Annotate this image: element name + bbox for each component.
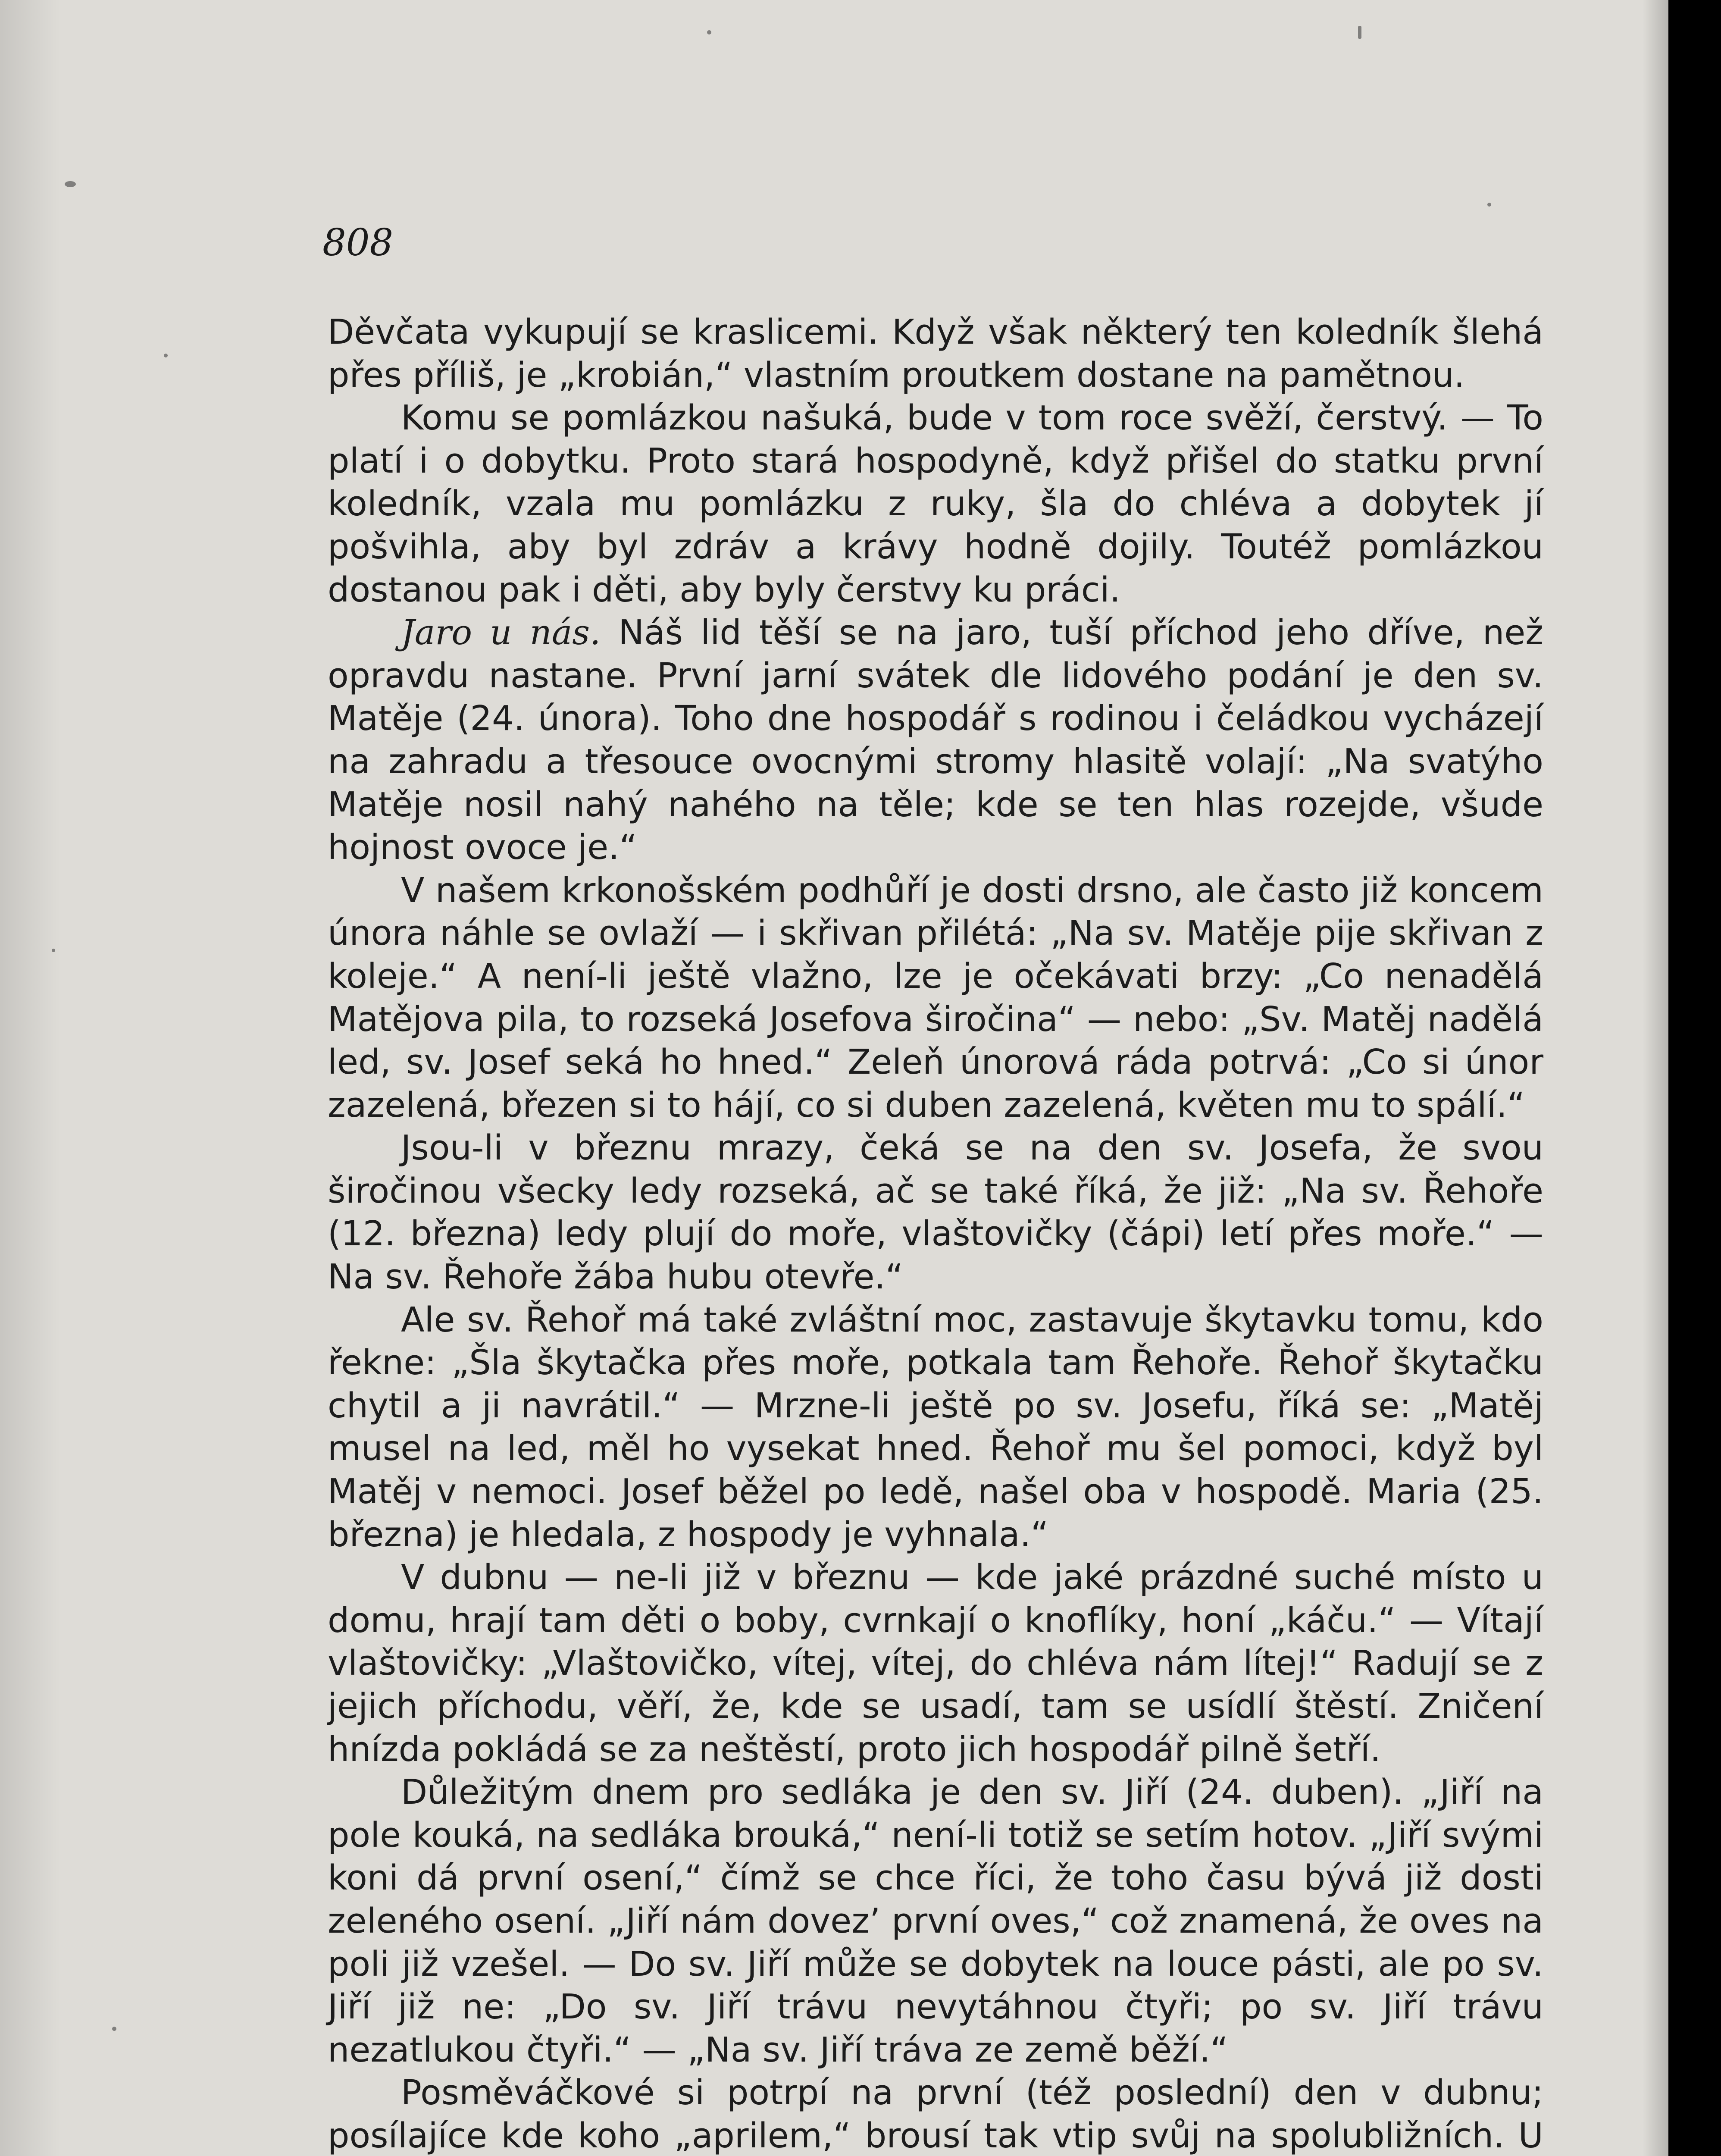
paragraph: V dubnu — ne-li již v březnu — kde jaké prázdné suché místo u domu, hrají tam děti o boby, cvrnkají o knoflíky, honí „káču.“ — Vítají vlaštovičky: „Vlaštovičko, vítej, vítej, do chléva nám lítej!“ Radují se z jejich příchodu, věří, že, kde se usadí, tam se usídlí štěstí. Zničení hnízda pokládá se za neštěstí, proto jich hospodář pilně šetří. (328, 1557, 1543, 1769)
scan-speck (164, 354, 168, 357)
paragraph: Komu se pomlázkou našuká, bude v tom roce svěží, čerstvý. — To platí i o dobytku. Proto stará hospodyně, když přišel do statku první koledník, vzala mu pomlázku z ruky, šla do chléva a dobytek jí pošvihla, aby byl zdráv a krávy hodně dojily. Toutéž pomlázkou dostanou pak i děti, aby byly čerstvy ku práci. (328, 398, 1543, 610)
paragraph (328, 611, 1543, 869)
body-text (328, 310, 1543, 2156)
binding-shadow (0, 0, 60, 2156)
scan-speck (1487, 203, 1491, 207)
scan-speck (1358, 26, 1361, 39)
section-heading-inline: Jaro u nás. (401, 612, 601, 653)
paragraph: V našem krkonošském podhůří je dosti drsno, ale často již koncem února náhle se ovlaží — i skřivan přilétá: „Na sv. Matěje pije skřivan z koleje.“ A není-li ještě vlažno, lze je očekávati brzy: „Co nenadělá Matějova pila, to rozseká Josefova širočina“ — nebo: „Sv. Matěj nadělá led, sv. Josef seká ho hned.“ Zeleň únorová ráda potrvá: „Co si únor zazelená, březen si to hájí, co si duben zazelená, květen mu to spálí.“ (328, 870, 1543, 1125)
paragraph: Děvčata vykupují se kraslicemi. Když však některý ten koledník šlehá přes příliš, je „krobián,“ vlastním proutkem dostane na pamětnou. (328, 312, 1543, 395)
scan-speck (52, 949, 55, 952)
paragraph: Posměváčkové si potrpí na první (též poslední) den v dubnu; posílajíce kde koho „aprilem,“ brousí tak vtip svůj na spolubližních. U (328, 2072, 1543, 2156)
page-edge-shadow (1643, 0, 1668, 2156)
scan-speck (707, 30, 711, 34)
paragraph: Jsou-li v březnu mrazy, čeká se na den sv. Josefa, že svou širočinou všecky ledy rozseká, ač se také říká, že již: „Na sv. Řehoře (12. března) ledy plují do moře, vlaštovičky (čápi) letí přes moře.“ — Na sv. Řehoře žába hubu otevře.“ (328, 1128, 1543, 1297)
scan-speck (65, 181, 76, 187)
scan-speck (112, 2027, 116, 2031)
page-number: 808 (322, 221, 394, 264)
paragraph-text: Náš lid těší se na jaro, tuší příchod jeho dříve, než opravdu nastane. První jarní svátek dle lidového podání je den sv. Matěje (24. února). Toho dne hospodář s rodinou i čeládkou vycházejí na zahradu a třesouce ovocnými stromy hlasitě volají: „Na svatýho Matěje nosil nahý nahého na těle; kde se ten hlas rozejde, všude hojnost ovoce je.“ (328, 612, 1544, 868)
paragraph: Důležitým dnem pro sedláka je den sv. Jiří (24. duben). „Jiří na pole kouká, na sedláka brouká,“ není-li totiž se setím hotov. „Jiří svými koni dá první osení,“ čímž se chce říci, že toho času bývá již dosti zeleného osení. „Jiří nám dovez’ první oves,“ což znamená, že oves na poli již vzešel. — Do sv. Jiří může se dobytek na louce pásti, ale po sv. Jiří již ne: „Do sv. Jiří trávu nevytáhnou čtyři; po sv. Jiří trávu nezatlukou čtyři.“ — „Na sv. Jiří tráva ze země běží.“ (328, 1772, 1543, 2070)
paragraph: Ale sv. Řehoř má také zvláštní moc, zastavuje škytavku tomu, kdo řekne: „Šla škytačka přes moře, potkala tam Řehoře. Řehoř škytačku chytil a ji navrátil.“ — Mrzne-li ještě po sv. Josefu, říká se: „Matěj musel na led, měl ho vysekat hned. Řehoř mu šel pomoci, když byl Matěj v nemoci. Josef běžel po ledě, našel oba v hospodě. Maria (25. března) je hledala, z hospody je vyhnala.“ (328, 1299, 1543, 1554)
